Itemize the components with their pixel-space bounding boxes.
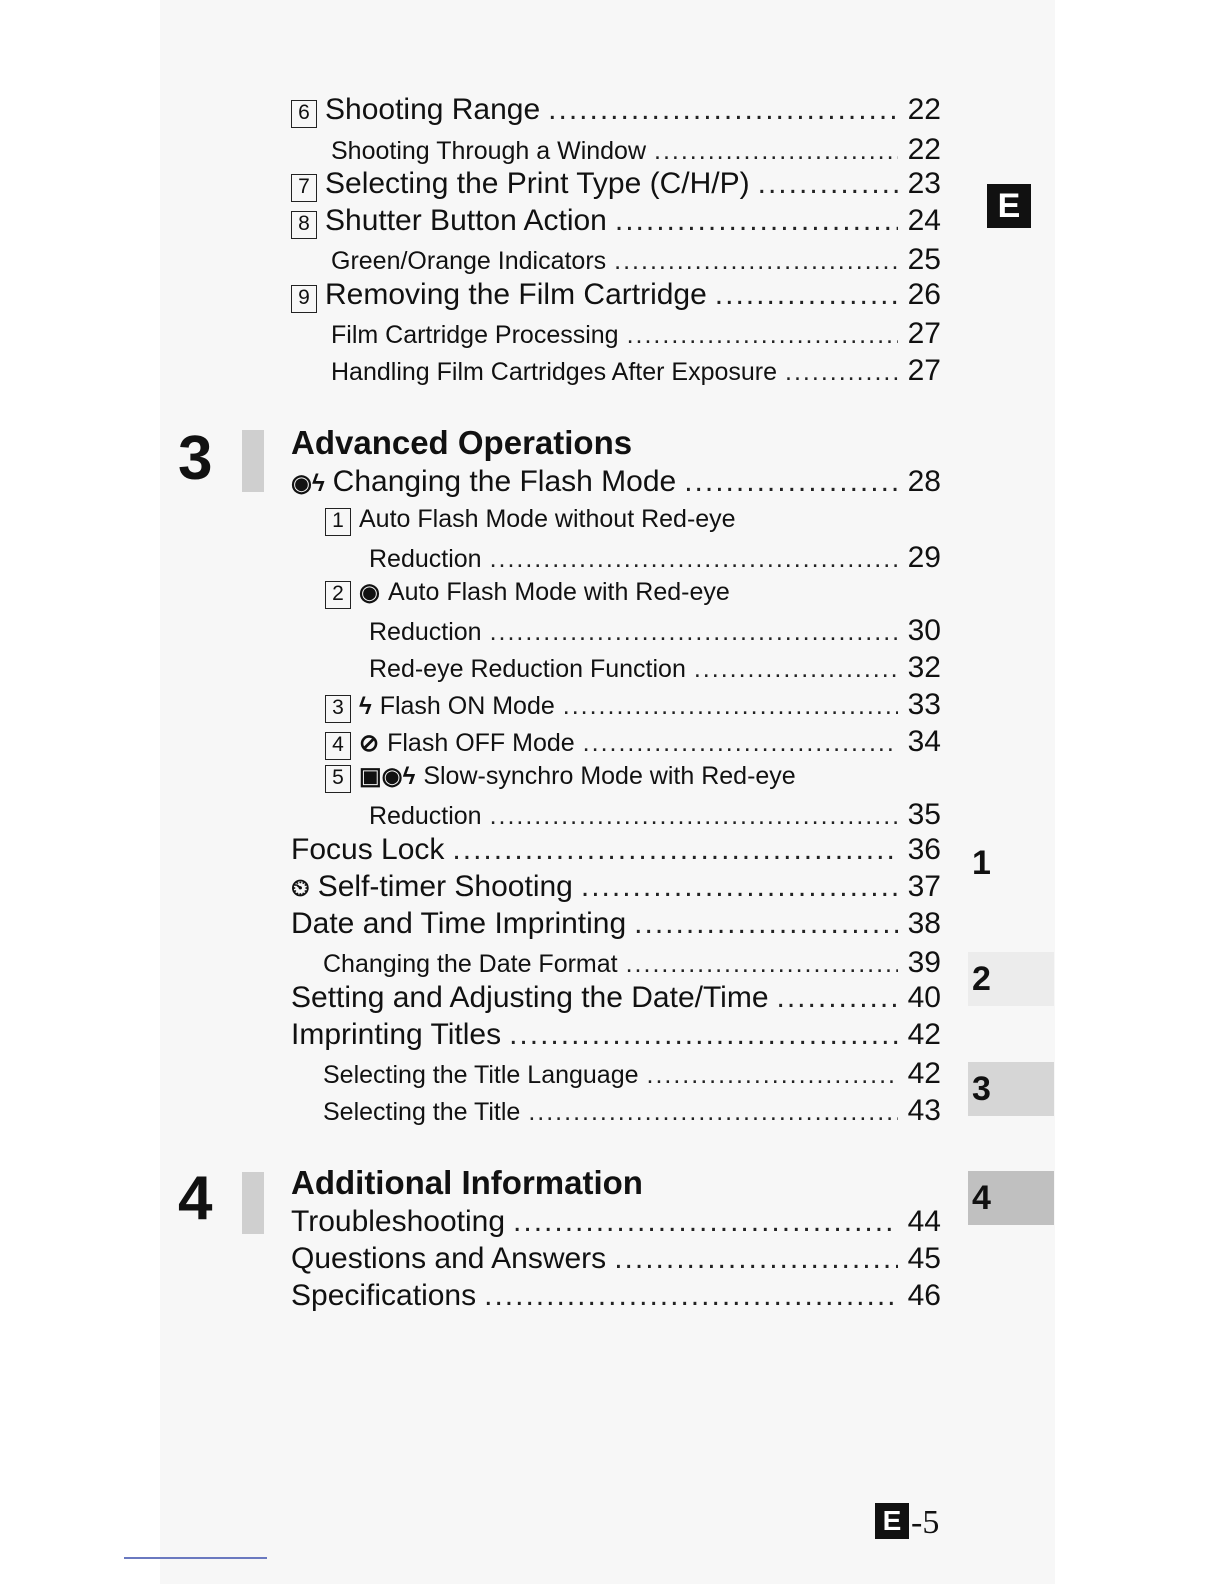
- toc-entry[interactable]: [291, 1279, 941, 1313]
- entry-title: Changing the Flash Mode: [332, 465, 677, 498]
- entry-title: Changing the Date Format: [323, 950, 618, 978]
- page-number: 39: [907, 946, 941, 979]
- step-box: 3: [325, 695, 351, 723]
- page-number: 43: [907, 1094, 941, 1127]
- dot-leader: [634, 907, 897, 941]
- toc-entry[interactable]: [331, 243, 941, 277]
- footer-page-number: -5: [911, 1504, 940, 1541]
- dot-leader: [513, 1205, 898, 1239]
- entry-title: Shooting Through a Window: [331, 137, 647, 165]
- entry-title: Reduction: [369, 545, 482, 573]
- page-number: 25: [907, 243, 941, 276]
- section-heading: Additional Information: [291, 1164, 643, 1201]
- dot-leader: [715, 278, 898, 312]
- dot-leader: [684, 465, 897, 499]
- toc-entry[interactable]: [331, 354, 941, 388]
- dot-leader: [654, 137, 898, 166]
- language-badge: E: [875, 1503, 909, 1539]
- chapter-tab-4[interactable]: 4: [968, 1171, 1054, 1225]
- step-box: 2: [325, 581, 351, 609]
- dot-leader: [614, 1242, 897, 1276]
- step-box: 4: [325, 732, 351, 760]
- page-number: 30: [907, 614, 941, 647]
- dot-leader: [581, 870, 898, 904]
- toc-entry[interactable]: [369, 651, 941, 685]
- toc-entry[interactable]: [291, 167, 941, 202]
- entry-title: Selecting the Title: [323, 1098, 521, 1126]
- page-number: 22: [907, 133, 941, 166]
- entry-title: Auto Flash Mode with Red-eye: [387, 578, 730, 606]
- page-number: 23: [907, 167, 941, 200]
- toc-entry[interactable]: [325, 762, 796, 793]
- link-underline: [124, 1557, 267, 1559]
- dot-leader: [785, 358, 898, 387]
- entry-title: Setting and Adjusting the Date/Time: [291, 981, 769, 1014]
- section-heading: Advanced Operations: [291, 424, 633, 461]
- entry-title: Selecting the Title Language: [323, 1061, 639, 1089]
- dot-leader: [563, 692, 898, 721]
- page-number: 29: [907, 541, 941, 574]
- chapter-tab-3[interactable]: 3: [968, 1062, 1054, 1116]
- dot-leader: [548, 93, 897, 127]
- self-timer-icon: ⏲: [291, 875, 310, 902]
- entry-title: Troubleshooting: [291, 1205, 506, 1238]
- toc-entry[interactable]: [291, 278, 941, 313]
- flash-off-icon: ⊘: [359, 730, 380, 757]
- toc-entry[interactable]: [369, 614, 941, 648]
- toc-entry[interactable]: [291, 204, 941, 239]
- entry-title: Questions and Answers: [291, 1242, 607, 1275]
- page-number: 26: [907, 278, 941, 311]
- dot-leader: [614, 247, 897, 276]
- page-number: 32: [907, 651, 941, 684]
- page-number: 28: [907, 465, 941, 498]
- page-number: 46: [907, 1279, 941, 1312]
- page-footer: [875, 1503, 939, 1542]
- entry-title: Red-eye Reduction Function: [369, 655, 686, 683]
- flash-icon: ϟ: [359, 693, 372, 720]
- toc-entry[interactable]: [291, 907, 941, 941]
- page-number: 44: [907, 1205, 941, 1238]
- page-number: 24: [907, 204, 941, 237]
- step-box: 7: [291, 174, 317, 202]
- dot-leader: [452, 833, 897, 867]
- entry-title: Reduction: [369, 802, 482, 830]
- page-number: 37: [907, 870, 941, 903]
- chapter-tab-2[interactable]: 2: [968, 952, 1054, 1006]
- dot-leader: [647, 1061, 898, 1090]
- page-number: 27: [907, 354, 941, 387]
- dot-leader: [758, 167, 898, 201]
- step-box: 1: [325, 508, 351, 536]
- toc-entry[interactable]: [291, 465, 941, 499]
- entry-title: Date and Time Imprinting: [291, 907, 627, 940]
- step-box: 5: [325, 765, 351, 793]
- section-number: 4: [178, 1164, 213, 1233]
- page-number: 35: [907, 798, 941, 831]
- entry-title: Imprinting Titles: [291, 1018, 502, 1051]
- section-marker-bar: [242, 1172, 264, 1234]
- entry-title: Reduction: [369, 618, 482, 646]
- page-number: 36: [907, 833, 941, 866]
- dot-leader: [490, 545, 898, 574]
- dot-leader: [694, 655, 898, 684]
- step-box: 9: [291, 285, 317, 313]
- entry-title: Flash ON Mode: [379, 692, 555, 720]
- toc-entry[interactable]: [291, 1205, 941, 1239]
- entry-title: Shutter Button Action: [325, 204, 607, 237]
- toc-entry[interactable]: [291, 1018, 941, 1052]
- red-eye-icon: ◉: [359, 579, 380, 606]
- dot-leader: [627, 321, 898, 350]
- section-number: 3: [178, 424, 213, 493]
- toc-entry[interactable]: [325, 725, 941, 760]
- dot-leader: [484, 1279, 898, 1313]
- entry-title: Auto Flash Mode without Red-eye: [359, 505, 736, 533]
- entry-title: Flash OFF Mode: [387, 729, 575, 757]
- toc-entry[interactable]: [291, 981, 941, 1015]
- toc-entry[interactable]: [369, 798, 941, 832]
- toc-entry[interactable]: [331, 317, 941, 351]
- chapter-tab-1[interactable]: 1: [972, 844, 991, 882]
- page-number: 38: [907, 907, 941, 940]
- page-number: 22: [907, 93, 941, 126]
- entry-title: Shooting Range: [325, 93, 541, 126]
- step-box: 6: [291, 100, 317, 128]
- page-number: 33: [907, 688, 941, 721]
- entry-title: Focus Lock: [291, 833, 445, 866]
- language-tab[interactable]: E: [987, 184, 1031, 228]
- slow-synchro-icon: ▣◉ϟ: [359, 763, 416, 790]
- entry-title: Selecting the Print Type (C/H/P): [325, 167, 750, 200]
- entry-title: Slow-synchro Mode with Red-eye: [423, 762, 796, 790]
- toc-entry[interactable]: [369, 541, 941, 575]
- toc-entry[interactable]: [323, 1057, 941, 1091]
- dot-leader: [490, 802, 898, 831]
- entry-title: Green/Orange Indicators: [331, 247, 607, 275]
- entry-title: Handling Film Cartridges After Exposure: [331, 358, 778, 386]
- toc-entry[interactable]: [323, 946, 941, 980]
- page-number: 27: [907, 317, 941, 350]
- dot-leader: [777, 981, 898, 1015]
- dot-leader: [615, 204, 898, 238]
- toc-entry[interactable]: [325, 578, 730, 609]
- toc-entry[interactable]: [291, 93, 941, 128]
- section-marker-bar: [242, 430, 264, 492]
- entry-title: Removing the Film Cartridge: [325, 278, 707, 311]
- entry-title: Self-timer Shooting: [317, 870, 573, 903]
- page-number: 42: [907, 1057, 941, 1090]
- toc-entry[interactable]: [291, 1242, 941, 1276]
- toc-entry[interactable]: [323, 1094, 941, 1128]
- toc-entry[interactable]: [291, 833, 941, 867]
- dot-leader: [583, 729, 898, 758]
- page-number: 34: [907, 725, 941, 758]
- toc-entry[interactable]: [331, 133, 941, 167]
- toc-entry[interactable]: [291, 870, 941, 904]
- page-number: 40: [907, 981, 941, 1014]
- entry-title: Specifications: [291, 1279, 477, 1312]
- toc-entry[interactable]: [325, 688, 941, 723]
- toc-entry[interactable]: [325, 505, 736, 536]
- page-number: 42: [907, 1018, 941, 1051]
- dot-leader: [528, 1098, 897, 1127]
- dot-leader: [509, 1018, 898, 1052]
- entry-title: Film Cartridge Processing: [331, 321, 619, 349]
- step-box: 8: [291, 211, 317, 239]
- page-number: 45: [907, 1242, 941, 1275]
- red-eye-flash-icon: ◉ϟ: [291, 470, 325, 497]
- dot-leader: [490, 618, 898, 647]
- dot-leader: [626, 950, 898, 979]
